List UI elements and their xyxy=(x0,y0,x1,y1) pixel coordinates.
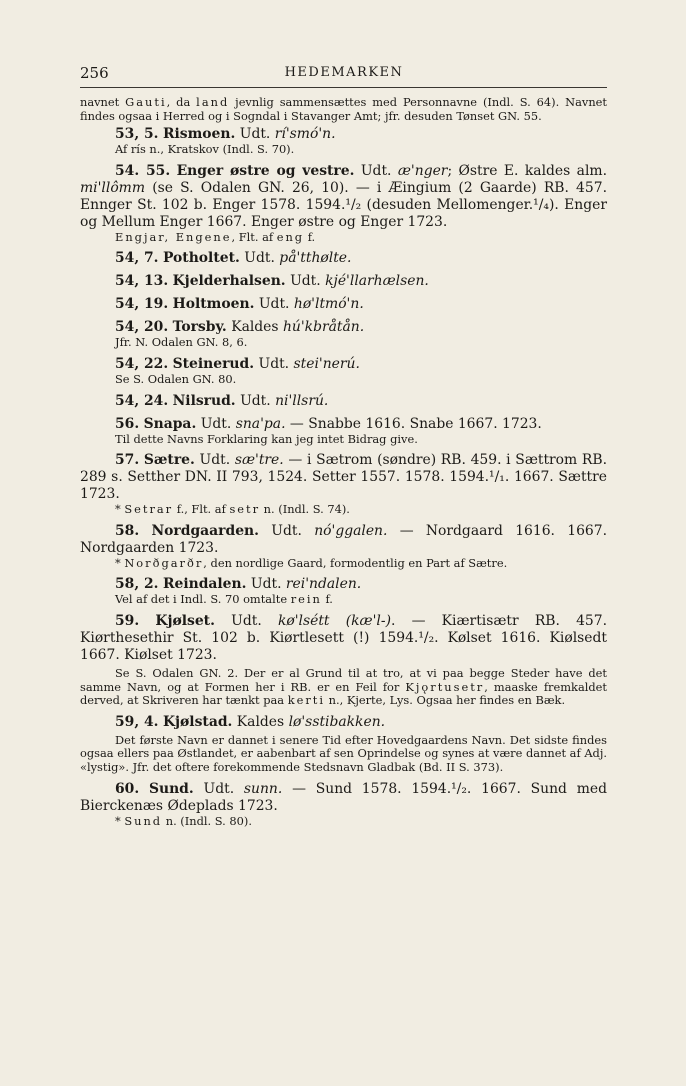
entry-nordgaarden: 58. Nordgaarden. Udt. nó'ggalen. — Nordgaard 1616. 1667. Nordgaarden 1723. xyxy=(80,522,608,556)
running-title: HEDEMARKEN xyxy=(284,65,404,80)
entry-note: Jfr. N. Odalen GN. 8, 6. xyxy=(115,335,248,350)
entry-saetre: 57. Sætre. Udt. sæ'tre. — i Sætrom (søndre) RB. 459. i Sættrom RB. 289 s. Setther DN. II 793, 1524. Setter 1557. 1578. 1594.¹/₁. 1667. Sættre 1723. xyxy=(80,452,607,503)
entry-note: * Sund n. (Indl. S. 80). xyxy=(115,813,252,828)
entry-note: Til dette Navns Forklaring kan jeg intet Bidrag give. xyxy=(115,431,418,446)
entry-potholtet: 54, 7. Potholtet. Udt. på'tthølte. xyxy=(115,250,352,267)
entry-kjolstad: 59, 4. Kjølstad. Kaldes lø'sstibakken. xyxy=(115,713,386,730)
entry-rismoen: 53, 5. Rismoen. Udt. rí'smó'n. xyxy=(115,126,336,143)
entry-kjolset: 59. Kjølset. Udt. kø'lsétt (kæ'l-). — Kiærtisætr RB. 457. Kiørthesethir St. 102 b. Kiørtlesett (!) 1594.¹/₂. Kølset 1616. Kiølsedt 1667. Kiølset 1723. xyxy=(80,612,608,663)
top-note: navnet Gauti, da land jevnlig sammensættes med Personnavne (Indl. S. 64). Navnet findes ogsaa i Herred og i Sogndal i Stavanger Amt; jfr. desuden Tønset GN. 55. xyxy=(80,95,607,123)
header-rule xyxy=(80,87,607,88)
entry-note: Det første Navn er dannet i senere Tid efter Hovedgaardens Navn. Det sidste findes ogsaa ellers paa Østlandet, er aabenbart af sen Oprindelse og synes at være dannet af Adj. «lystig». Jfr. det oftere forekommende Stedsnavn Gladbak (Bd. II S. 373). xyxy=(80,732,607,774)
entry-note: Af rís n., Kratskov (Indl. S. 70). xyxy=(115,142,295,157)
entry-torsby: 54, 20. Torsby. Kaldes hú'kbråtån. xyxy=(115,319,365,336)
page-number: 256 xyxy=(80,64,109,82)
entry-note: * Norðgarðr, den nordlige Gaard, formodentlig en Part af Sætre. xyxy=(115,555,508,570)
entry-kjelderhalsen: 54, 13. Kjelderhalsen. Udt. kjé'llarhælsen. xyxy=(115,273,429,290)
entry-enger: 54. 55. Enger østre og vestre. Udt. æ'nger; Østre E. kaldes alm. mi'llômm (se S. Odalen GN. 26, 10). — i Æingium (2 Gaarde) RB. 457. Ennger St. 102 b. Enger 1578. 1594.¹/₂ (desuden Mellomenger.¹/₄). Enger og Mellum Enger 1667. Enger østre og Enger 1723. xyxy=(80,162,607,230)
entry-note: Se S. Odalen GN. 2. Der er al Grund til at tro, at vi paa begge Steder have det samme Navn, og at Formen her i RB. er en Feil for Kjǫrtusetr, maaske fremkaldet derved, at Skriveren har tænkt paa kerti n., Kjerte, Lys. Ogsaa her findes en Bæk. xyxy=(80,665,607,708)
entry-steinerud: 54, 22. Steinerud. Udt. stei'nerú. xyxy=(115,355,360,372)
entry-snapa: 56. Snapa. Udt. sna'pa. — Snabbe 1616. Snabe 1667. 1723. xyxy=(115,415,542,432)
entry-note: Se S. Odalen GN. 80. xyxy=(115,371,237,386)
entry-note: Engjar, Engene, Flt. af eng f. xyxy=(115,229,316,244)
page-header xyxy=(80,64,608,86)
entry-note: * Setrar f., Flt. af setr n. (Indl. S. 74). xyxy=(115,502,350,517)
entry-nilsrud: 54, 24. Nilsrud. Udt. ni'llsrú. xyxy=(115,392,329,409)
page-body xyxy=(80,96,607,828)
entry-note: Vel af det i Indl. S. 70 omtalte rein f. xyxy=(115,592,333,607)
entry-sund: 60. Sund. Udt. sunn. — Sund 1578. 1594.¹/₂. 1667. Sund med Bierckenæs Ødeplads 1723. xyxy=(80,780,608,814)
entry-reindalen: 58, 2. Reindalen. Udt. rei'ndalen. xyxy=(115,576,362,593)
entry-holtmoen: 54, 19. Holtmoen. Udt. hø'ltmó'n. xyxy=(115,296,364,313)
